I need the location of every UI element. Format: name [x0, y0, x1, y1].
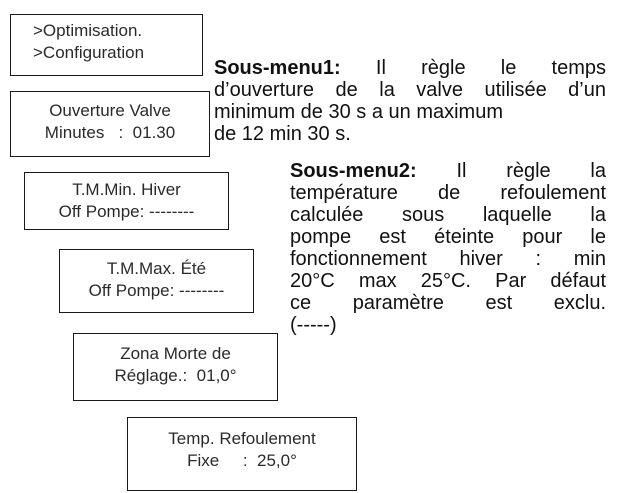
valve-opening-display-box [10, 91, 210, 157]
sous-menu2-line-2: température de refoulement [290, 182, 606, 204]
summer-max-title: T.M.Max. Été [106, 259, 207, 278]
summer-max-display-box [59, 249, 254, 313]
sous-menu2-line-1 [290, 160, 606, 182]
sous-menu2-line-8: (-----) [290, 314, 337, 336]
dead-zone-title: Zona Morte de [120, 344, 231, 363]
sous-menu2-line-7: ce paramètre est exclu. [290, 292, 606, 314]
sous-menu2-line-1-text: Il règle la [416, 160, 606, 182]
menu-display-box [10, 14, 203, 76]
winter-min-display-box [24, 172, 229, 230]
fixed-flow-temp-title: Temp. Refoulement [168, 429, 316, 448]
sous-menu2-description [290, 160, 606, 336]
valve-opening-value: Minutes : 01.30 [44, 123, 176, 142]
dead-zone-value: Réglage.: 01,0° [114, 366, 237, 385]
sous-menu2-line-3: calculée sous laquelle la [290, 204, 606, 226]
menu-option-configuration: >Configuration [33, 43, 145, 62]
summer-max-value: Off Pompe: -------- [88, 281, 225, 300]
fixed-flow-temp-display-box [127, 417, 357, 491]
valve-opening-title: Ouverture Valve [49, 101, 171, 120]
menu-option-optimisation: >Optimisation. [33, 21, 143, 40]
winter-min-value: Off Pompe: -------- [58, 202, 195, 221]
sous-menu1-heading: Sous-menu1: [214, 57, 341, 79]
winter-min-title: T.M.Min. Hiver [72, 180, 181, 199]
sous-menu1-line-1-text: Il règle le temps [340, 57, 606, 79]
fixed-flow-temp-value: Fixe : 25,0° [187, 451, 297, 470]
sous-menu2-heading: Sous-menu2: [290, 160, 417, 182]
sous-menu1-description [214, 57, 606, 145]
sous-menu1-line-2: d’ouverture de la valve utilisée d’un [214, 79, 606, 101]
sous-menu2-line-5: fonctionnement hiver : min [290, 248, 606, 270]
sous-menu2-line-4: pompe est éteinte pour le [290, 226, 606, 248]
sous-menu1-line-4: de 12 min 30 s. [214, 123, 351, 145]
sous-menu1-line-1 [214, 57, 606, 79]
sous-menu2-line-6: 20°C max 25°C. Par défaut [290, 270, 606, 292]
dead-zone-display-box [73, 333, 278, 401]
sous-menu1-line-3: minimum de 30 s a un maximum [214, 101, 503, 123]
